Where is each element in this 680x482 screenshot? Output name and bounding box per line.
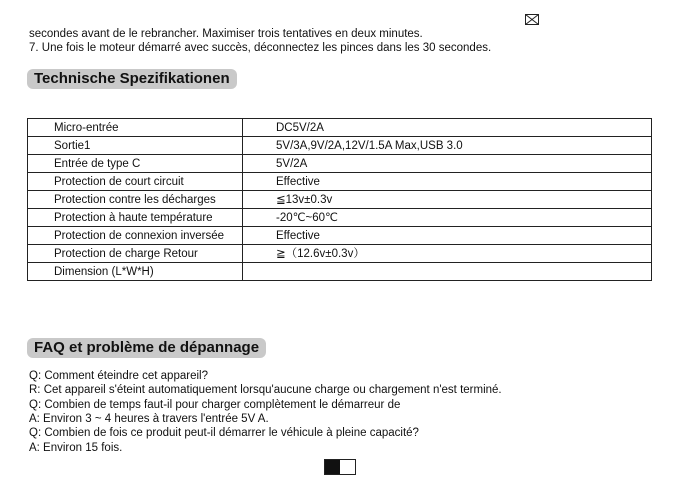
- spec-row: [28, 245, 652, 263]
- spec-value: 5V/3A,9V/2A,12V/1.5A Max,USB 3.0: [243, 137, 652, 155]
- faq-line: Q: Combien de temps faut-il pour charger complètement le démarreur de: [29, 398, 401, 411]
- spec-row: [28, 209, 652, 227]
- spec-value: 5V/2A: [243, 155, 652, 173]
- spec-value: Effective: [243, 227, 652, 245]
- spec-label: Micro-entrée: [28, 119, 243, 137]
- faq-line: A: Environ 3 ~ 4 heures à travers l'entrée 5V A.: [29, 412, 269, 425]
- spec-heading: Technische Spezifikationen: [27, 69, 237, 89]
- spec-label: Protection contre les décharges: [28, 191, 243, 209]
- spec-label: Entrée de type C: [28, 155, 243, 173]
- spec-label: Protection de charge Retour: [28, 245, 243, 263]
- spec-label: Sortie1: [28, 137, 243, 155]
- spec-row: [28, 263, 652, 281]
- page-indicator: [324, 459, 356, 475]
- spec-row: [28, 137, 652, 155]
- faq-line: A: Environ 15 fois.: [29, 441, 123, 454]
- spec-row: [28, 227, 652, 245]
- faq-heading: FAQ et problème de dépannage: [27, 338, 266, 358]
- spec-table: [27, 118, 652, 281]
- spec-value: ≧（12.6v±0.3v）: [243, 245, 652, 263]
- spec-label: Protection à haute température: [28, 209, 243, 227]
- spec-value: DC5V/2A: [243, 119, 652, 137]
- spec-value: [243, 263, 652, 281]
- spec-row: [28, 119, 652, 137]
- spec-label: Protection de connexion inversée: [28, 227, 243, 245]
- spec-value: Effective: [243, 173, 652, 191]
- envelope-x-icon: [525, 14, 539, 25]
- faq-line: Q: Comment éteindre cet appareil?: [29, 370, 208, 382]
- spec-row: [28, 155, 652, 173]
- spec-row: [28, 173, 652, 191]
- intro-line-1: secondes avant de le rebrancher. Maximiser trois tentatives en deux minutes.: [29, 28, 423, 40]
- spec-label: Dimension (L*W*H): [28, 263, 243, 281]
- spec-value: ≦13v±0.3v: [243, 191, 652, 209]
- intro-line-2: 7. Une fois le moteur démarré avec succès, déconnectez les pinces dans les 30 secondes.: [29, 42, 492, 54]
- spec-value: -20℃~60℃: [243, 209, 652, 227]
- spec-label: Protection de court circuit: [28, 173, 243, 191]
- faq-line: Q: Combien de fois ce produit peut-il démarrer le véhicule à pleine capacité?: [29, 427, 419, 440]
- spec-row: [28, 191, 652, 209]
- faq-line: R: Cet appareil s'éteint automatiquement lorsqu'aucune charge ou chargement n'est terminé.: [29, 384, 502, 397]
- page-indicator-fill: [325, 460, 340, 474]
